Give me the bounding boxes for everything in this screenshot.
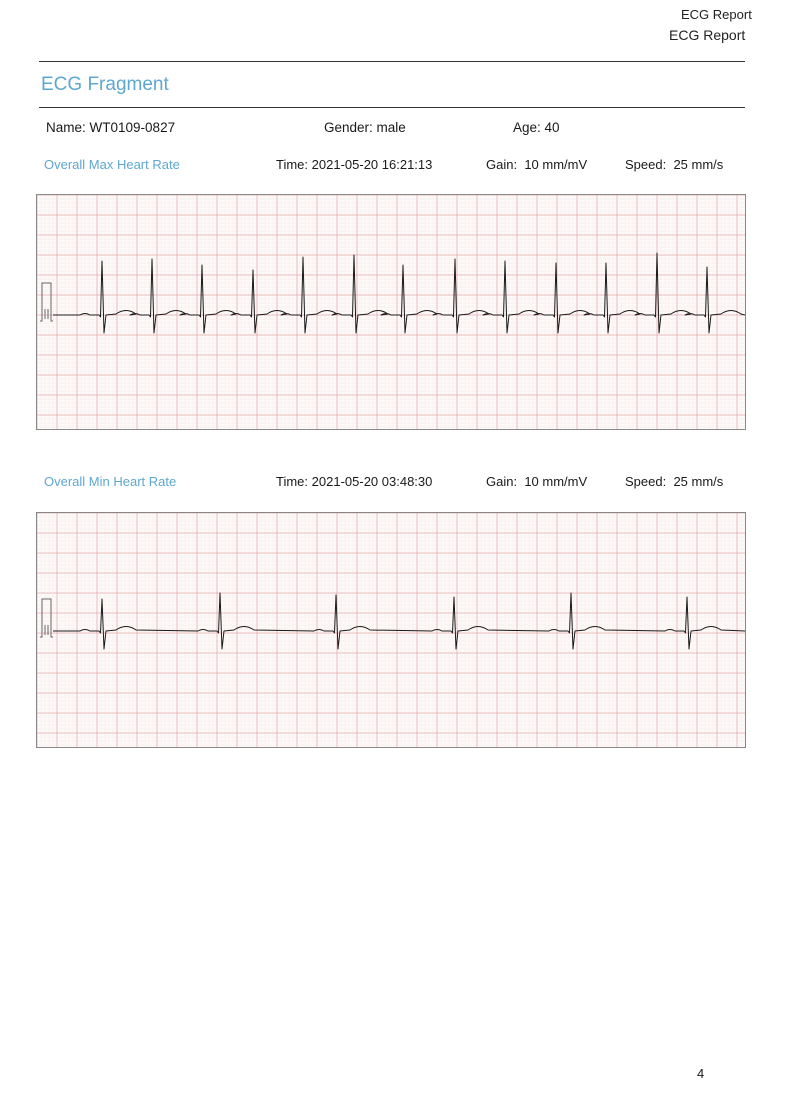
header-divider	[39, 61, 745, 62]
ecg-strip-min	[36, 512, 746, 748]
calibration-pulse	[40, 599, 53, 637]
patient-name-label: Name:	[46, 120, 86, 135]
patient-gender-value: male	[376, 120, 406, 135]
gain-value: 10 mm/mV	[524, 157, 588, 172]
header-report-label: ECG Report	[669, 27, 746, 43]
patient-age-label: Age:	[513, 120, 541, 135]
patient-gender	[324, 120, 406, 135]
time-label: Time:	[276, 474, 309, 489]
ecg-strip-max-graph	[37, 195, 745, 429]
section-divider	[39, 107, 745, 108]
speed-value: 25 mm/s	[673, 474, 724, 489]
gain-value: 10 mm/mV	[524, 474, 588, 489]
patient-age	[513, 120, 560, 135]
fragment-max-gain	[486, 157, 587, 172]
speed-value: 25 mm/s	[673, 157, 724, 172]
speed-label: Speed:	[625, 474, 667, 489]
fragment-min-speed	[625, 474, 723, 489]
patient-name	[46, 120, 175, 135]
time-label: Time:	[276, 157, 309, 172]
fragment-min-label: Overall Min Heart Rate	[44, 474, 177, 489]
time-value: 2021-05-20 16:21:13	[311, 157, 433, 172]
fragment-max-label: Overall Max Heart Rate	[44, 157, 180, 172]
page-number: 4	[697, 1066, 705, 1081]
fragment-max-time	[276, 157, 432, 172]
gain-label: Gain:	[486, 157, 518, 172]
time-value: 2021-05-20 03:48:30	[311, 474, 433, 489]
ecg-grid	[37, 195, 745, 429]
speed-label: Speed:	[625, 157, 667, 172]
ecg-strip-min-graph	[37, 513, 745, 747]
fragment-min-time	[276, 474, 432, 489]
patient-age-value: 40	[544, 120, 560, 135]
patient-name-value: WT0109-0827	[89, 120, 176, 135]
gain-label: Gain:	[486, 474, 518, 489]
ecg-strip-max	[36, 194, 746, 430]
fragment-max-speed	[625, 157, 723, 172]
patient-gender-label: Gender:	[324, 120, 373, 135]
section-title: ECG Fragment	[41, 74, 169, 95]
fragment-min-gain	[486, 474, 587, 489]
header-report-label-top: ECG Report	[681, 7, 752, 22]
